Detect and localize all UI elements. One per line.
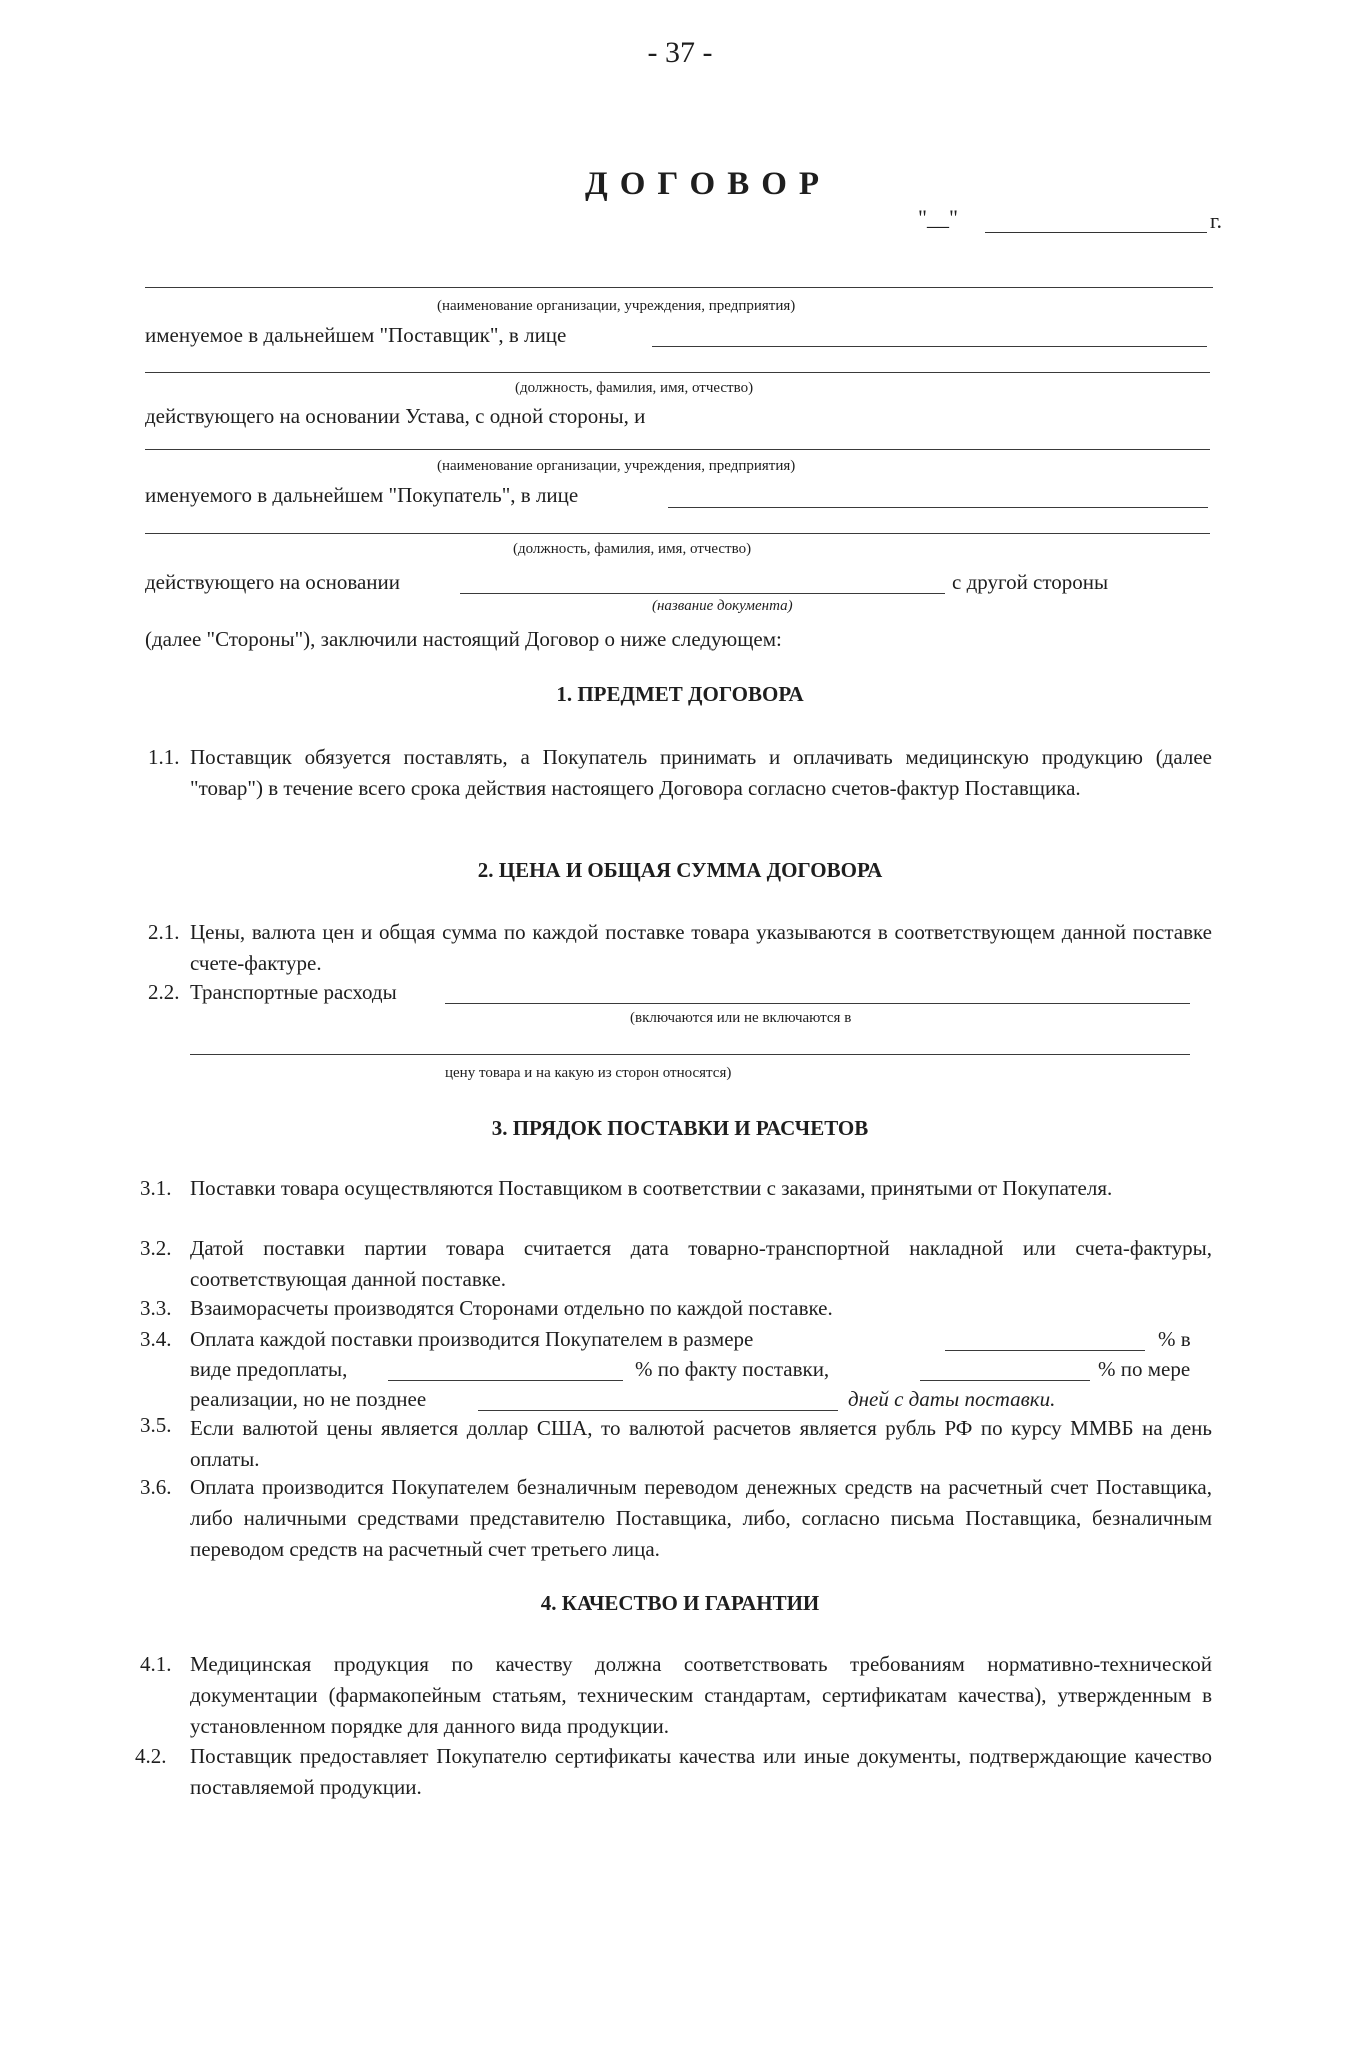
clause-4-1-number: 4.1. [140,1652,172,1676]
clause-3-5: Если валютой цены является доллар США, то валютой расчетов является рубль РФ по курсу ММВБ на день оплаты. [190,1416,1212,1471]
payment-percent-3-line[interactable] [920,1380,1090,1381]
caption-document: (название документа) [652,598,793,614]
clause-3-4-text-a: Оплата каждой поставки производится Покупателем в размере [190,1327,754,1351]
section-4-heading: 4. КАЧЕСТВО И ГАРАНТИИ [540,1591,820,1615]
acting-basis-2: действующего на основании [145,570,401,594]
clause-3-3-number: 3.3. [140,1296,172,1320]
acting-basis-1: действующего на основании Устава, с одной стороны, и [145,404,646,428]
buyer-org-line[interactable] [145,449,1210,450]
document-title: ДОГОВОР [585,166,832,202]
clause-3-4-days: дней с даты поставки. [848,1387,1056,1411]
section-1-heading: 1. ПРЕДМЕТ ДОГОВОРА [556,682,804,706]
transport-caption-2: цену товара и на какую из сторон относятся) [445,1065,732,1081]
buyer-person-line-2[interactable] [145,533,1210,534]
clause-3-2: Датой поставки партии товара считается дата товарно-транспортной накладной или счета-фактуры, соответствующая данной поставке. [190,1236,1212,1291]
clause-3-6-number: 3.6. [140,1475,172,1499]
clause-2-1-number: 2.1. [148,920,180,944]
clause-3-5-number: 3.5. [140,1413,172,1437]
date-day-quote: "__" [918,205,958,230]
clause-3-4-text-c: реализации, но не позднее [190,1387,427,1411]
clause-3-3: Взаиморасчеты производятся Сторонами отдельно по каждой поставке. [190,1296,833,1320]
section-2-heading: 2. ЦЕНА И ОБЩАЯ СУММА ДОГОВОРА [477,858,883,882]
clause-4-1: Медицинская продукция по качеству должна соответствовать требованиям нормативно-технической документации (фармакопейным статьям, техническим стандартам, сертификатам качества), утвержденным в установленном порядке для данного вида продукции. [190,1652,1212,1738]
caption-person-2: (должность, фамилия, имя, отчество) [513,541,752,557]
clause-2-1: Цены, валюта цен и общая сумма по каждой поставке товара указываются в соответствующем данной поставке счете-фактуре. [190,920,1212,975]
clause-3-2-number: 3.2. [140,1236,172,1260]
section-3-heading: 3. ПРЯДОК ПОСТАВКИ И РАСЧЕТОВ [491,1116,869,1140]
clause-2-2-number: 2.2. [148,980,180,1004]
date-year-suffix: г. [1210,208,1223,233]
buyer-person-line-1[interactable] [668,507,1208,508]
clause-2-2-text: Транспортные расходы [190,980,397,1004]
supplier-line-text: именуемое в дальнейшем "Поставщик", в лице [145,323,567,347]
clause-3-1-number: 3.1. [140,1176,172,1200]
transport-caption-1: (включаются или не включаются в [630,1010,852,1026]
payment-percent-1-line[interactable] [945,1350,1145,1351]
parties-conclusion: (далее "Стороны"), заключили настоящий Договор о ниже следующем: [145,627,782,651]
basis-document-line[interactable] [460,593,945,594]
buyer-line-text: именуемого в дальнейшем "Покупатель", в лице [145,483,579,507]
supplier-org-line[interactable] [145,287,1213,288]
payment-percent-2-line[interactable] [388,1380,623,1381]
other-side-text: с другой стороны [952,570,1109,594]
clause-3-1: Поставки товара осуществляются Поставщиком в соответствии с заказами, принятыми от Покупателя. [190,1176,1113,1200]
transport-costs-line-1[interactable] [445,1003,1190,1004]
supplier-person-line-1[interactable] [652,346,1207,347]
clause-3-6: Оплата производится Покупателем безналичным переводом денежных средств на расчетный счет Поставщика, либо наличными средствами представителю Поставщика, либо, согласно письма Поставщика, безналичным переводом средств на расчетный счет третьего лица. [190,1475,1212,1561]
clause-1-1: Поставщик обязуется поставлять, а Покупатель принимать и оплачивать медицинскую продукцию (далее "товар") в течение всего срока действия настоящего Договора согласно счетов-фактур Поставщика. [190,745,1212,800]
clause-3-4-percent-3: % по мере [1098,1357,1191,1381]
clause-3-4-number: 3.4. [140,1327,172,1351]
clause-4-2-number: 4.2. [135,1744,167,1768]
date-field-line[interactable] [985,232,1207,233]
clause-1-1-number: 1.1. [148,745,180,769]
supplier-person-line-2[interactable] [145,372,1210,373]
transport-costs-line-2[interactable] [190,1054,1190,1055]
caption-person-1: (должность, фамилия, имя, отчество) [515,380,754,396]
payment-days-line[interactable] [478,1410,838,1411]
clause-3-4-text-b: виде предоплаты, [190,1357,348,1381]
clause-3-4-percent-2: % по факту поставки, [635,1357,830,1381]
clause-3-4-percent-1: % в [1158,1327,1191,1351]
page-number: - 37 - [647,36,713,69]
caption-org-2: (наименование организации, учреждения, предприятия) [437,458,796,474]
clause-4-2: Поставщик предоставляет Покупателю сертификаты качества или иные документы, подтверждающие качество поставляемой продукции. [190,1744,1212,1799]
caption-org-1: (наименование организации, учреждения, предприятия) [437,298,796,314]
